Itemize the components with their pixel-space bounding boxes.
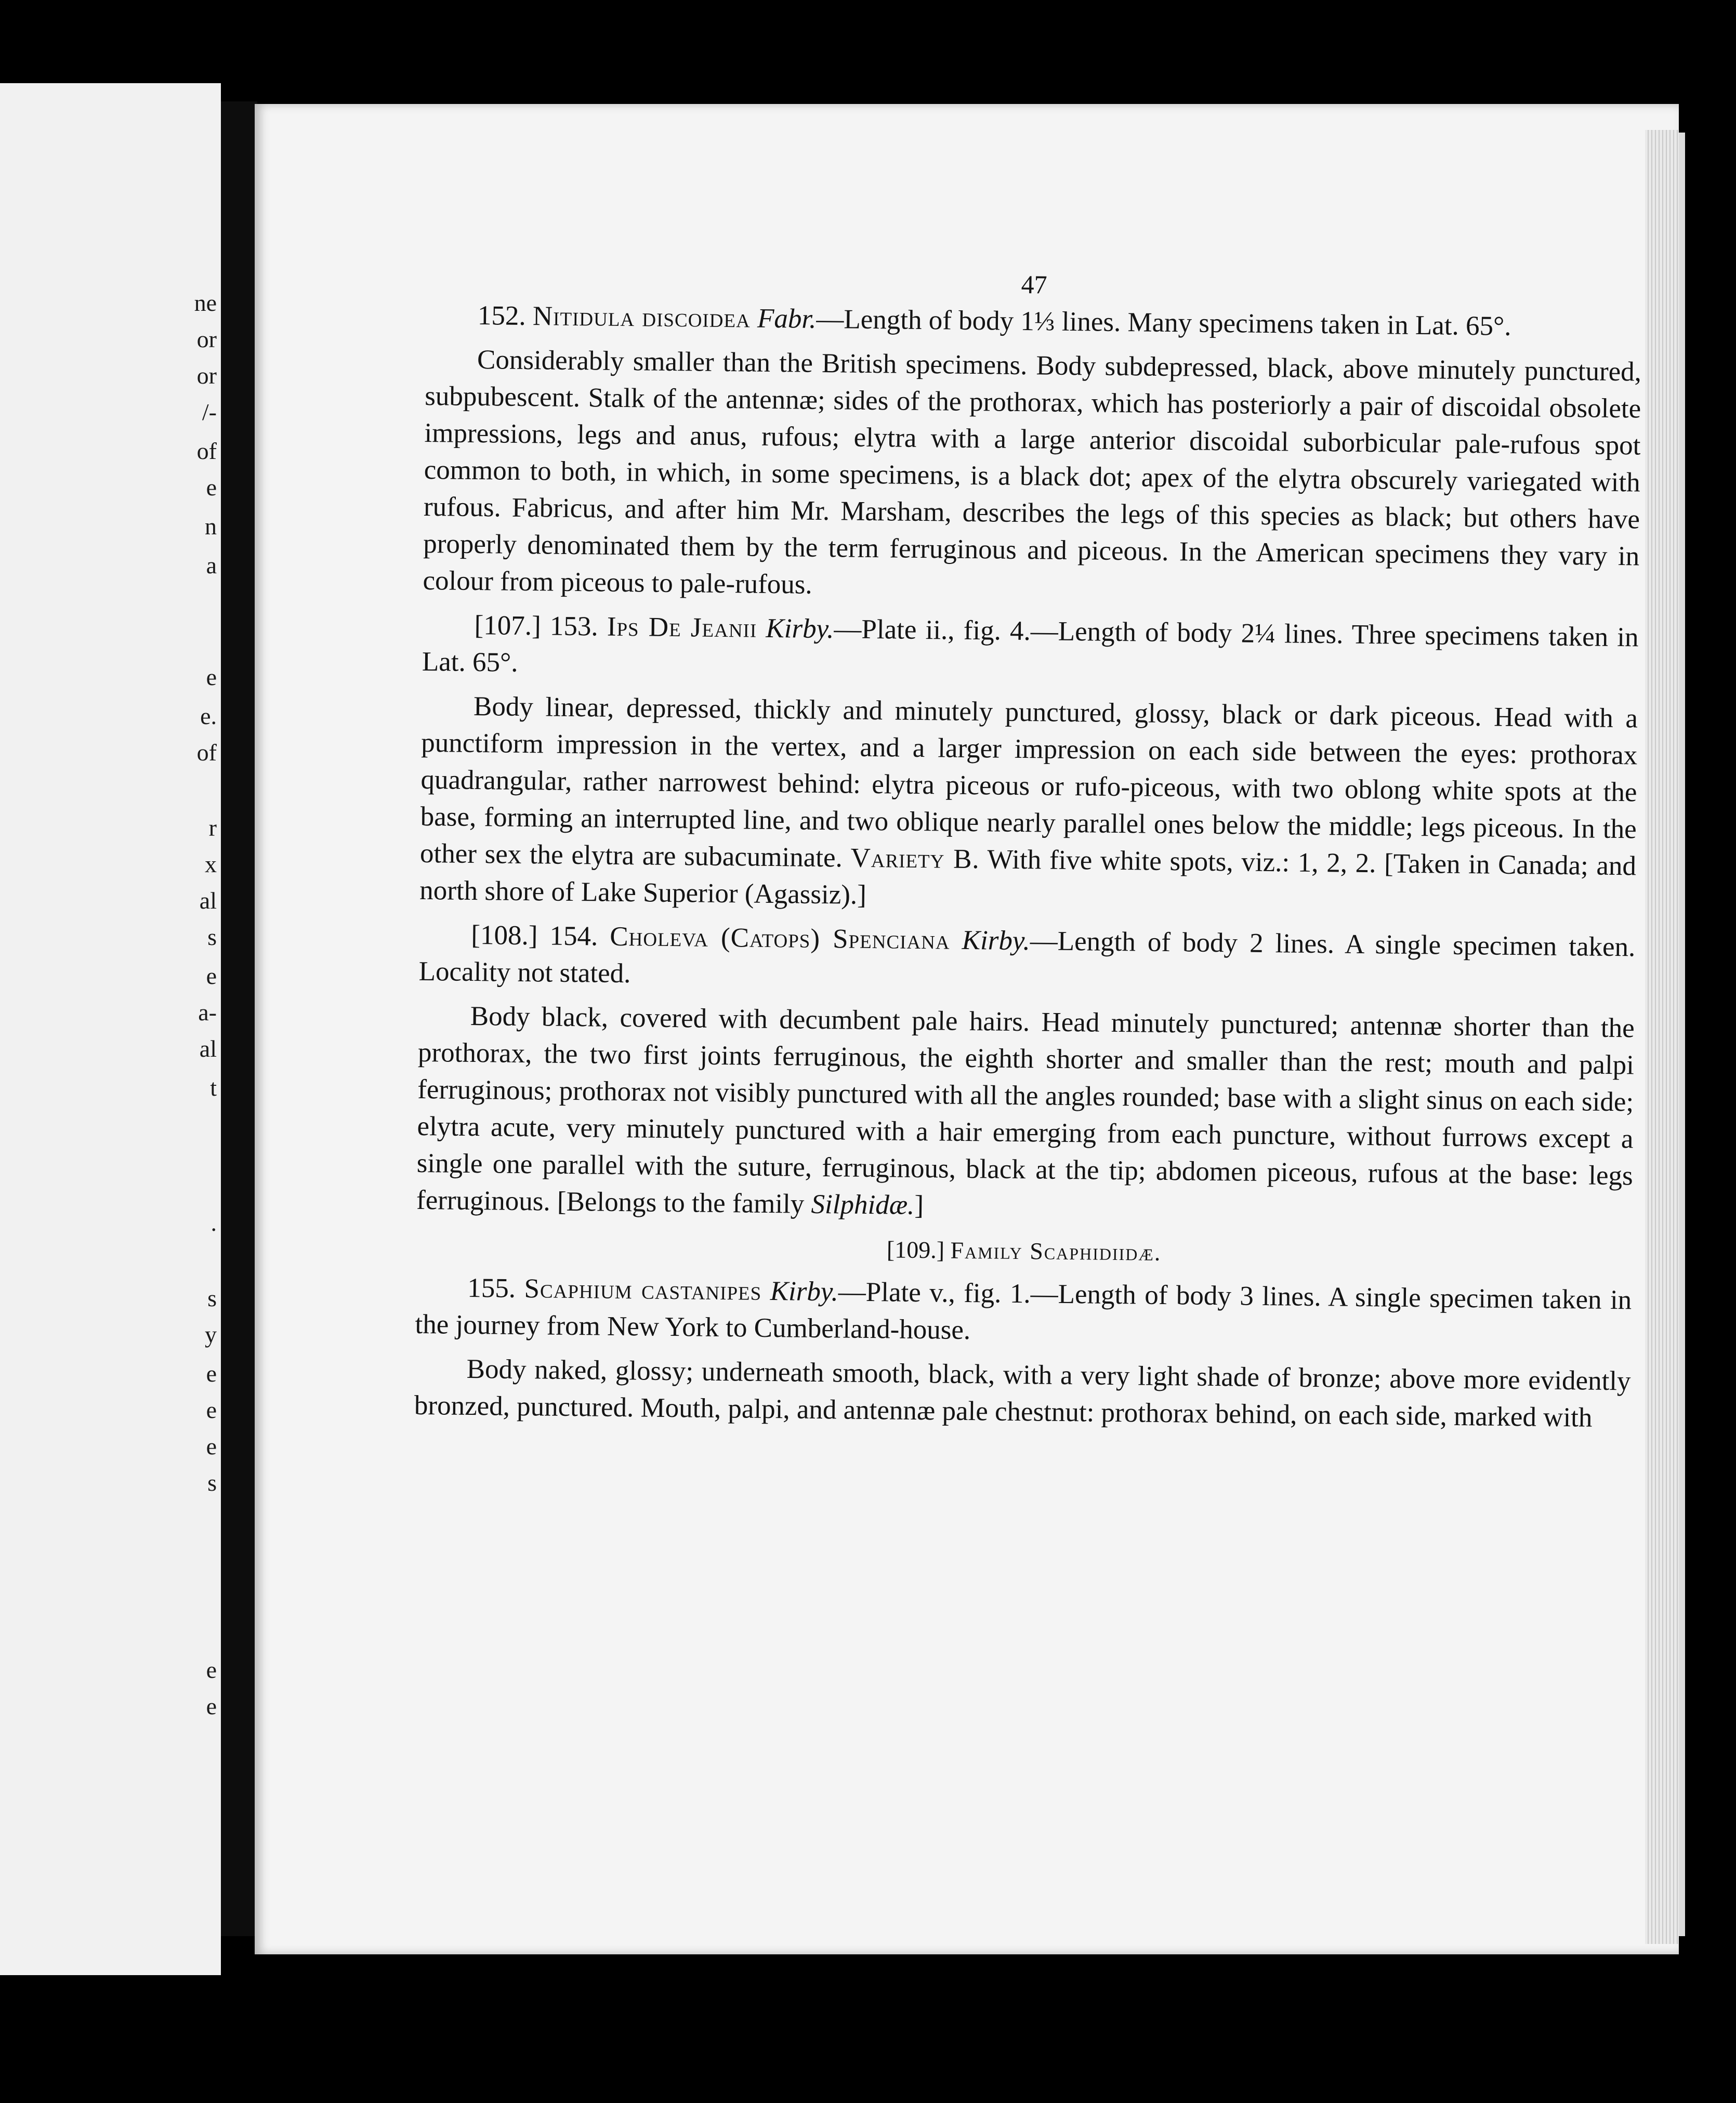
left-page-line-fragment: .	[211, 1210, 217, 1236]
closing-bracket: ]	[914, 1190, 924, 1221]
left-page-line-fragment: a	[206, 552, 217, 579]
entry-153-heading	[422, 607, 1639, 693]
left-page-line-fragment: s	[207, 924, 217, 950]
entry-number: 155.	[467, 1272, 524, 1304]
description-text: Body linear, depressed, thickly and minutely punctured, glossy, black or dark piceous. Head with a punctiform impression in the vertex, and a larger impression on each side between the eyes: prothorax quadrangular, rather narrowest behind: elytra piceous or rufo-piceous, with two oblong white spots at the base, forming an interrupted line, and two oblique nearly parallel ones below the middle; legs piceous. In the other sex the elytra are subacuminate.	[419, 691, 1638, 873]
entry-152-description: Considerably smaller than the British specimens. Body subdepressed, black, above minutely punctured, subpubescent. Stalk of the antennæ; sides of the prothorax, which has posteriorly a pair of discoidal obsolete impressions, legs and anus, rufous; elytra with a large anterior discoidal suborbicular pale-rufous spot common to both, in which, in some specimens, is a black dot; apex of the elytra obscurely variegated with rufous. Fabricus, and after him Mr. Marsham, describes the legs of this species as black; but others have properly denominated them by the term ferruginous and piceous. In the American specimens they vary in colour from piceous to pale-rufous.	[423, 345, 1642, 600]
family-heading	[416, 1226, 1633, 1276]
species-name: Choleva (Catops) Spenciana	[610, 921, 950, 955]
entry-154-heading	[418, 916, 1635, 1003]
page-edges-outer	[1679, 133, 1685, 1936]
left-page-line-fragment: e	[206, 1693, 217, 1719]
left-page-line-fragment: al	[199, 1035, 217, 1062]
page-edges	[1645, 130, 1679, 1944]
left-page-line-fragment: or	[196, 362, 217, 389]
description-text: Body black, covered with decumbent pale hairs. Head minutely punctured; antennæ shorter than the prothorax, the two first joints ferruginous, the eighth shorter and smaller than the rest; mouth and palpi ferruginous; prothorax not visibly punctured with all the angles rounded; base with a slight sinus on each side; elytra acute, very minutely punctured with a hair emerging from each puncture, without furrows except a single one parallel with the suture, ferruginous, black at the tip; abdomen piceous, rufous at the base: legs ferruginous. [Belongs to the family	[416, 1001, 1635, 1219]
species-author: Kirby.	[766, 613, 834, 645]
left-page-line-fragment: al	[199, 887, 217, 914]
left-page-line-fragment: /-	[202, 399, 217, 425]
left-page-line-fragment: s	[207, 1469, 217, 1496]
left-page-fragment	[0, 83, 221, 1975]
left-page-line-fragment: n	[205, 513, 217, 540]
left-page-line-fragment: or	[196, 326, 217, 352]
book-gutter	[221, 101, 257, 1936]
left-page-line-fragment: e	[206, 1360, 217, 1387]
left-page-line-fragment: of	[196, 739, 217, 766]
species-author: Fabr.	[757, 303, 817, 334]
species-name: Ips De Jeanii	[607, 611, 757, 643]
left-page-line-fragment: s	[207, 1285, 217, 1311]
left-page-line-fragment: ne	[194, 290, 217, 316]
left-page-line-fragment: e	[206, 474, 217, 501]
entry-154-description	[416, 997, 1635, 1231]
species-author: Kirby.	[770, 1276, 839, 1307]
left-page-line-fragment: e	[206, 1657, 217, 1683]
left-page-line-fragment: e	[206, 664, 217, 690]
species-name: Nitidula discoidea	[532, 301, 751, 334]
entry-number: [109.]	[886, 1236, 951, 1264]
left-page-line-fragment: e	[206, 1397, 217, 1423]
family-name: Silphidæ.	[811, 1189, 915, 1220]
species-author: Kirby.	[962, 925, 1031, 956]
left-page-line-fragment: e	[206, 1433, 217, 1460]
entry-details: —Length of body 2 lines. A single specimen taken. Locality not stated.	[418, 926, 1636, 989]
left-page-line-fragment: r	[208, 814, 217, 841]
page-number: 47	[1021, 269, 1047, 299]
entry-number: 152.	[477, 300, 533, 332]
right-page	[255, 104, 1679, 1954]
family-title: Family Scaphidiidæ.	[950, 1237, 1162, 1266]
entry-details: —Length of body 1⅓ lines. Many specimens taken in Lat. 65°.	[816, 304, 1511, 341]
entry-number: [108.] 154.	[471, 919, 610, 952]
left-page-line-fragment: e	[206, 963, 217, 989]
left-page-line-fragment: y	[205, 1321, 217, 1348]
left-page-line-fragment: of	[196, 438, 217, 464]
left-page-line-fragment: e.	[200, 703, 217, 729]
entry-153-description	[419, 688, 1638, 922]
entry-details: —Plate v., fig. 1.—Length of body 3 lines. A single specimen taken in the journey from New York to Cumberland-house.	[415, 1277, 1632, 1346]
left-page-line-fragment: x	[205, 851, 217, 877]
variety-label: Variety B.	[850, 843, 980, 875]
variety-text: With five white spots, viz.: 1, 2, 2. [Taken in Canada; and north shore of Lake Superior (Agassiz).]	[419, 844, 1637, 910]
left-page-line-fragment: a-	[198, 999, 217, 1026]
species-name: Scaphium castanipes	[524, 1273, 762, 1306]
entry-number: [107.] 153.	[474, 610, 608, 642]
page-content	[414, 262, 1642, 1444]
entry-details: —Plate ii., fig. 4.—Length of body 2¼ lines. Three specimens taken in Lat. 65°.	[422, 614, 1639, 678]
entry-155-heading	[415, 1269, 1632, 1356]
entry-155-description: Body naked, glossy; underneath smooth, black, with a very light shade of bronze; above more evidently bronzed, punctured. Mouth, palpi, and antennæ pale chestnut: prothorax behind, on each side, marked with	[414, 1353, 1631, 1433]
left-page-line-fragment: t	[210, 1074, 217, 1101]
